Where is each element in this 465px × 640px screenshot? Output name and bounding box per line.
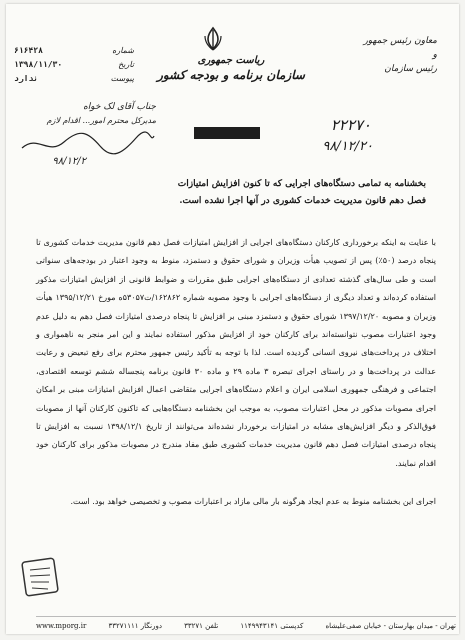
meta-value: ۶۱۶۴۲۸ (14, 46, 43, 55)
received-date: ۹۸/۱۲/۲۰ (322, 139, 373, 154)
received-number: ۲۲۲۷۰ (330, 116, 371, 134)
document-title (76, 176, 426, 210)
body-paragraph-1: با عنایت به اینکه برخورداری کارکنان دستگاه‌های اجرایی از افزایش امتیازات فصل دهم قانون مدیریت خدمات کشوری تا پنجاه درصد (۵۰٪) پس از تصویب هیأت وزیران و شورای حقوق و دستمزد، منوط به وجود اعتبار در بودجه‌های سنواتی است و طی سال‌های گذشته تعدادی از دستگاه‌های اجرایی طبق مقررات و ضوابط قانونی از افزایش امتیازات مذکور استفاده کرده‌اند و تعداد دیگری از دستگاه‌های اجرایی با وجود مصوبه شماره ۱۶۲۸۶۲/ت۵۳۰۵۷ه مورخ ۱۳۹۵/۱۲/۲۱ هیأت وزیران و مصوبه ۱۳۹۷/۱۲/۲۰ شورای حقوق و دستمزد مبنی بر افزایش تا پنجاه درصدی امتیازات فصل دهم به دلیل عدم وجود اعتبارات مصوب نتوانسته‌اند برای کارکنان خود از افزایش مذکور استفاده نمایند و این امر منجر به ناهمواری و اختلاف در پرداخت‌های نیروی انسانی گردیده است. لذا با توجه به تأکید رئیس جمهور محترم برای رفع تبعیض و رعایت عدالت در پرداخت‌ها و در راستای اجرای تبصره ۳ ماده ۲۹ و ماده ۳۰ قانون برنامه پنجساله ششم توسعه اقتصادی، اجتماعی و فرهنگی جمهوری اسلامی ایران و اعلام دستگاه‌های اجرایی متقاضی اعمال افزایش امتیازات مبنی بر امکان اجرای مصوبات مذکور در محل اعتبارات مصوب، به موجب این بخشنامه دستگاه‌هایی که تاکنون کارکنان آنها از مصوبات فوق‌الذکر و دیگر افزایش‌های مشابه در امتیازات برخوردار نشده‌اند می‌توانند از تاریخ ۱۳۹۸/۱۲/۱ نسبت به افزایش تا پنجاه درصدی امتیازات فصل دهم قانون مدیریت خدمات کشوری طبق مفاد مندرج در مصوبات مذکور برای کارکنان خود اقدام نمایند. (36, 238, 437, 468)
document-page (6, 4, 459, 634)
meta-label: شماره (112, 46, 134, 55)
org-line-1: ریاست جمهوری (197, 55, 265, 66)
footer-phone: تلفن ۳۳۲۷۱ (184, 622, 219, 630)
footer-web: www.mporg.ir (36, 622, 87, 630)
addressee-line-2: و (432, 50, 437, 60)
addressee (347, 34, 437, 76)
org-line-2: سازمان برنامه و بودجه کشور (157, 68, 305, 82)
iran-emblem-icon (202, 26, 224, 52)
official-stamp-icon (20, 556, 60, 598)
footer-fax: دورنگار ۳۳۲۷۱۱۱۱ (108, 622, 162, 630)
body-paragraph-2: اجرای این بخشنامه منوط به عدم ایجاد هرگونه بار مالی مازاد بر اعتبارات مصوب و تخصیصی خواهد بود. است. (70, 497, 436, 507)
handwritten-note-2: مدیرکل محترم امور... اقدام لازم (46, 116, 156, 125)
meta-label: پیوست (110, 74, 134, 83)
meta-label: تاریخ (118, 60, 134, 69)
letter-footer (36, 616, 456, 631)
addressee-line-1: معاون رئیس جمهور (363, 36, 437, 46)
meta-row-date (14, 58, 134, 72)
addressee-line-3: رئیس سازمان (384, 64, 437, 74)
meta-value: ندارد (14, 74, 39, 83)
footer-postal: کدپستی ۱۱۴۹۹۴۳۱۴۱ (240, 622, 304, 630)
handwritten-note-1: جناب آقای لک خواه (83, 102, 156, 112)
title-line-1: بخشنامه به تمامی دستگاه‌های اجرایی که تا کنون افزایش امتیازات (177, 179, 426, 189)
meta-row-attachment (14, 72, 134, 86)
meta-value: ۱۳۹۸/۱۱/۳۰ (14, 60, 63, 69)
title-line-2: فصل دهم قانون مدیریت خدمات کشوری در آنها اجرا نشده است. (179, 196, 426, 206)
letter-meta (14, 44, 134, 86)
organization-name (156, 54, 306, 82)
footer-address: تهران - میدان بهارستان - خیابان صفی‌علیشاه (325, 622, 456, 630)
signature-scribble (18, 128, 158, 158)
handwritten-date: ۹۸/۱۲/۲ (52, 156, 86, 167)
document-body (36, 234, 436, 512)
meta-row-number (14, 44, 134, 58)
